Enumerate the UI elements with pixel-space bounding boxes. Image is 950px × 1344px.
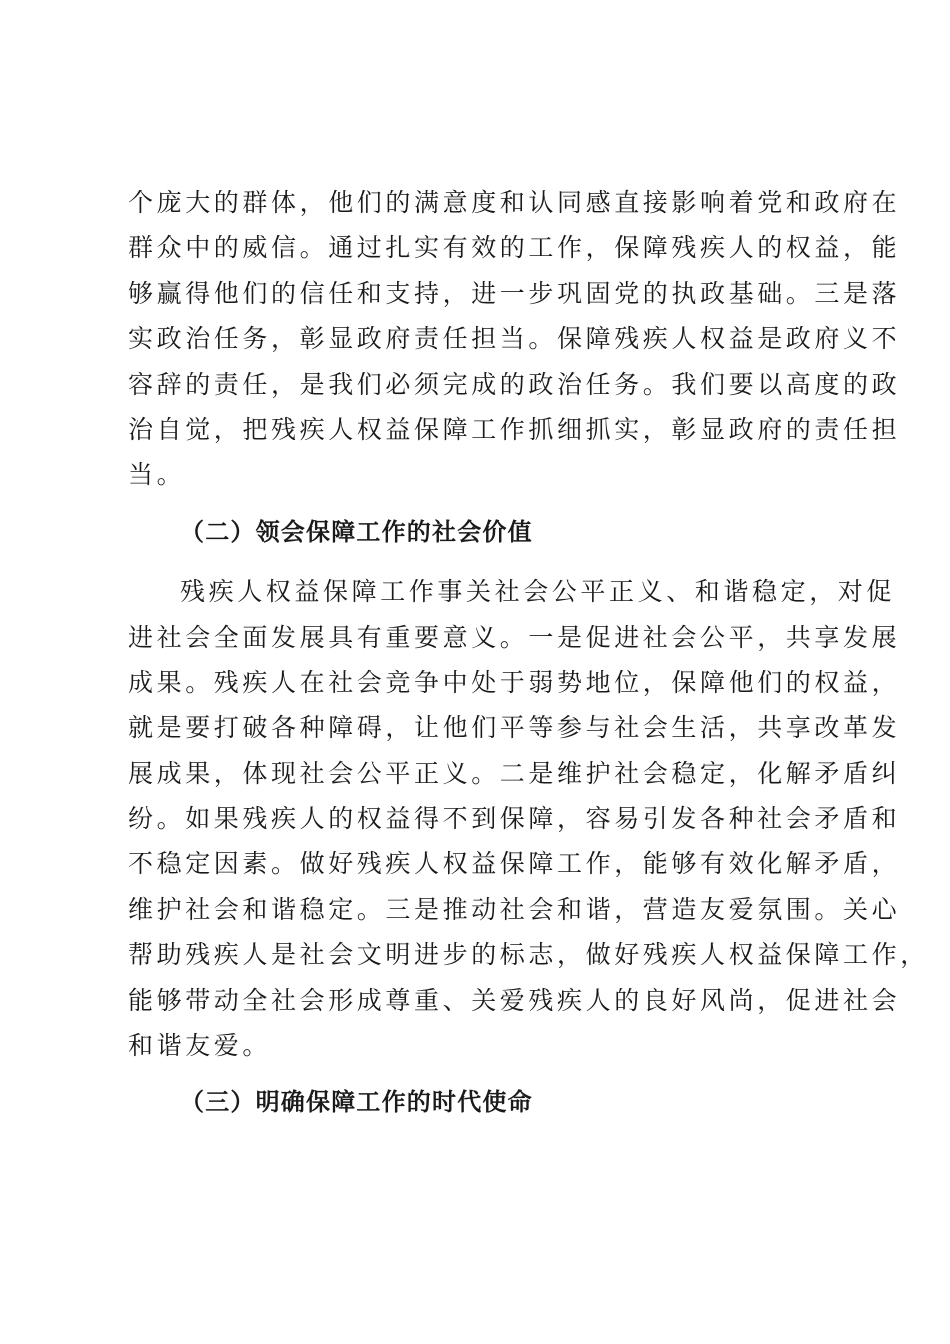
section-heading-2: （二）领会保障工作的社会价值 [180, 517, 533, 546]
text-line: 不稳定因素。做好残疾人权益保障工作，能够有效化解矛盾， [128, 849, 901, 879]
paragraph-continued [128, 180, 901, 498]
text-line: 就是要打破各种障碍，让他们平等参与社会生活，共享改革发 [128, 713, 901, 743]
text-line: 残疾人权益保障工作事关社会公平正义、和谐稳定，对促 [180, 577, 896, 607]
text-line: 能够带动全社会形成尊重、关爱残疾人的良好风尚，促进社会 [128, 985, 901, 1015]
text-line: 当。 [128, 460, 186, 490]
paragraph-social-value [128, 569, 929, 1068]
text-line: 进社会全面发展具有重要意义。一是促进社会公平，共享发展 [128, 622, 901, 652]
document-body [128, 180, 929, 1140]
text-line: 群众中的威信。通过扎实有效的工作，保障残疾人的权益，能 [128, 233, 901, 263]
text-line: 实政治任务，彰显政府责任担当。保障残疾人权益是政府义不 [128, 324, 901, 354]
text-line: 个庞大的群体，他们的满意度和认同感直接影响着党和政府在 [128, 188, 901, 217]
text-line: 成果。残疾人在社会竞争中处于弱势地位，保障他们的权益， [128, 667, 901, 697]
section-heading-3: （三）明确保障工作的时代使命 [180, 1088, 533, 1117]
text-line: 维护社会和谐稳定。三是推动社会和谐，营造友爱氛围。关心 [128, 894, 901, 924]
text-line: 容辞的责任，是我们必须完成的政治任务。我们要以高度的政 [128, 369, 901, 399]
text-line: 够赢得他们的信任和支持，进一步巩固党的执政基础。三是落 [128, 278, 901, 308]
text-line: 帮助残疾人是社会文明进步的标志，做好残疾人权益保障工作， [128, 940, 929, 970]
text-line: 纷。如果残疾人的权益得不到保障，容易引发各种社会矛盾和 [128, 804, 901, 834]
text-line: 和谐友爱。 [128, 1031, 272, 1061]
text-line: 治自觉，把残疾人权益保障工作抓细抓实，彰显政府的责任担 [128, 414, 901, 444]
text-line: 展成果，体现社会公平正义。二是维护社会稳定，化解矛盾纠 [128, 758, 901, 788]
